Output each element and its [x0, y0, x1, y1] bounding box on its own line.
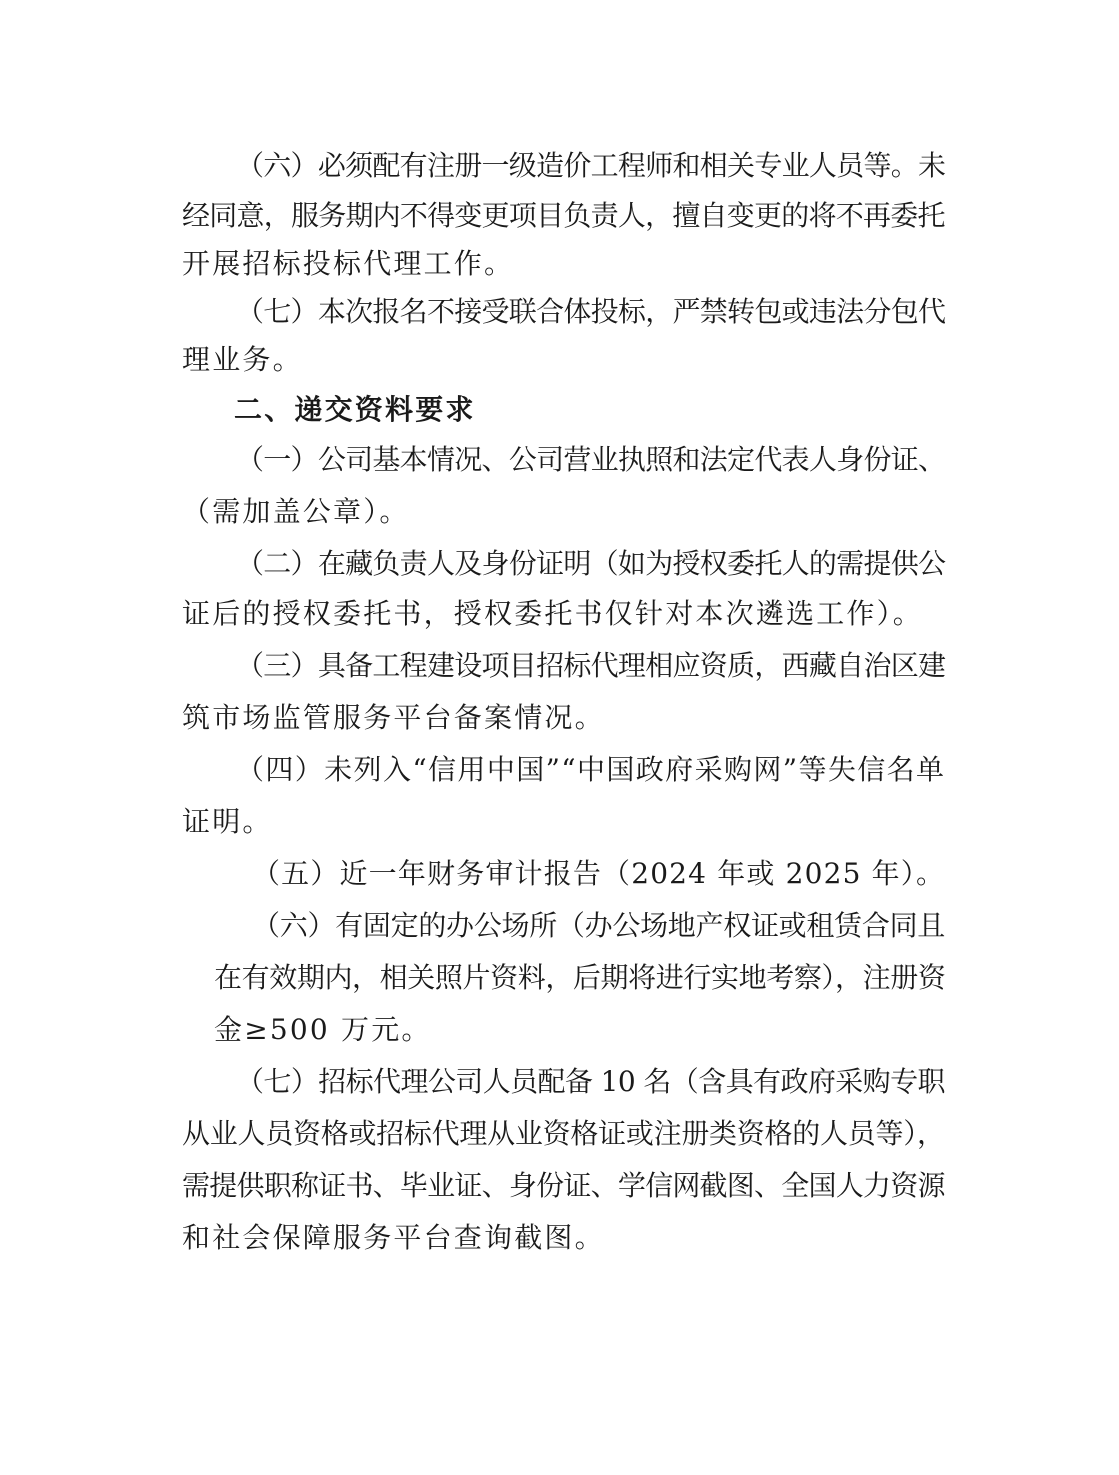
- section-heading: 二、递交资料要求: [234, 393, 476, 426]
- requirement-two-line-1: （二）在藏负责人及身份证明（如为授权委托人的需提供公: [236, 547, 946, 580]
- paragraph-six-line-2: 经同意，服务期内不得变更项目负责人，擅自变更的将不再委托: [182, 199, 945, 232]
- paragraph-six-line-1: （六）必须配有注册一级造价工程师和相关专业人员等。未: [236, 149, 946, 182]
- requirement-four-line-1: （四）未列入“信用中国”“中国政府采购网”等失信名单: [236, 753, 946, 786]
- requirement-five-line-1: （五）近一年财务审计报告（2024 年或 2025 年）。: [252, 857, 946, 890]
- requirement-seven-line-3: 需提供职称证书、毕业证、身份证、学信网截图、全国人力资源: [182, 1169, 945, 1202]
- requirement-two-line-2: 证后的授权委托书，授权委托书仅针对本次遴选工作）。: [182, 597, 924, 630]
- paragraph-seven-line-1: （七）本次报名不接受联合体投标，严禁转包或违法分包代: [236, 295, 946, 328]
- requirement-six-line-2: 在有效期内，相关照片资料，后期将进行实地考察），注册资: [214, 961, 946, 994]
- paragraph-six-line-3: 开展招标投标代理工作。: [182, 247, 515, 280]
- requirement-seven-line-4: 和社会保障服务平台查询截图。: [182, 1221, 605, 1254]
- requirement-seven-line-2: 从业人员资格或招标代理从业资格证或注册类资格的人员等），: [182, 1117, 945, 1150]
- paragraph-seven-line-2: 理业务。: [182, 343, 303, 376]
- requirement-three-line-1: （三）具备工程建设项目招标代理相应资质，西藏自治区建: [236, 649, 946, 682]
- requirement-six-line-1: （六）有固定的办公场所（办公场地产权证或租赁合同且: [252, 909, 946, 942]
- requirement-six-line-3: 金≥500 万元。: [214, 1013, 432, 1046]
- requirement-seven-line-1: （七）招标代理公司人员配备 10 名（含具有政府采购专职: [236, 1065, 945, 1098]
- requirement-three-line-2: 筑市场监管服务平台备案情况。: [182, 701, 605, 734]
- requirement-one-line-1: （一）公司基本情况、公司营业执照和法定代表人身份证、: [236, 443, 946, 476]
- requirement-one-line-2: （需加盖公章）。: [182, 495, 410, 528]
- requirement-four-line-2: 证明。: [182, 805, 273, 838]
